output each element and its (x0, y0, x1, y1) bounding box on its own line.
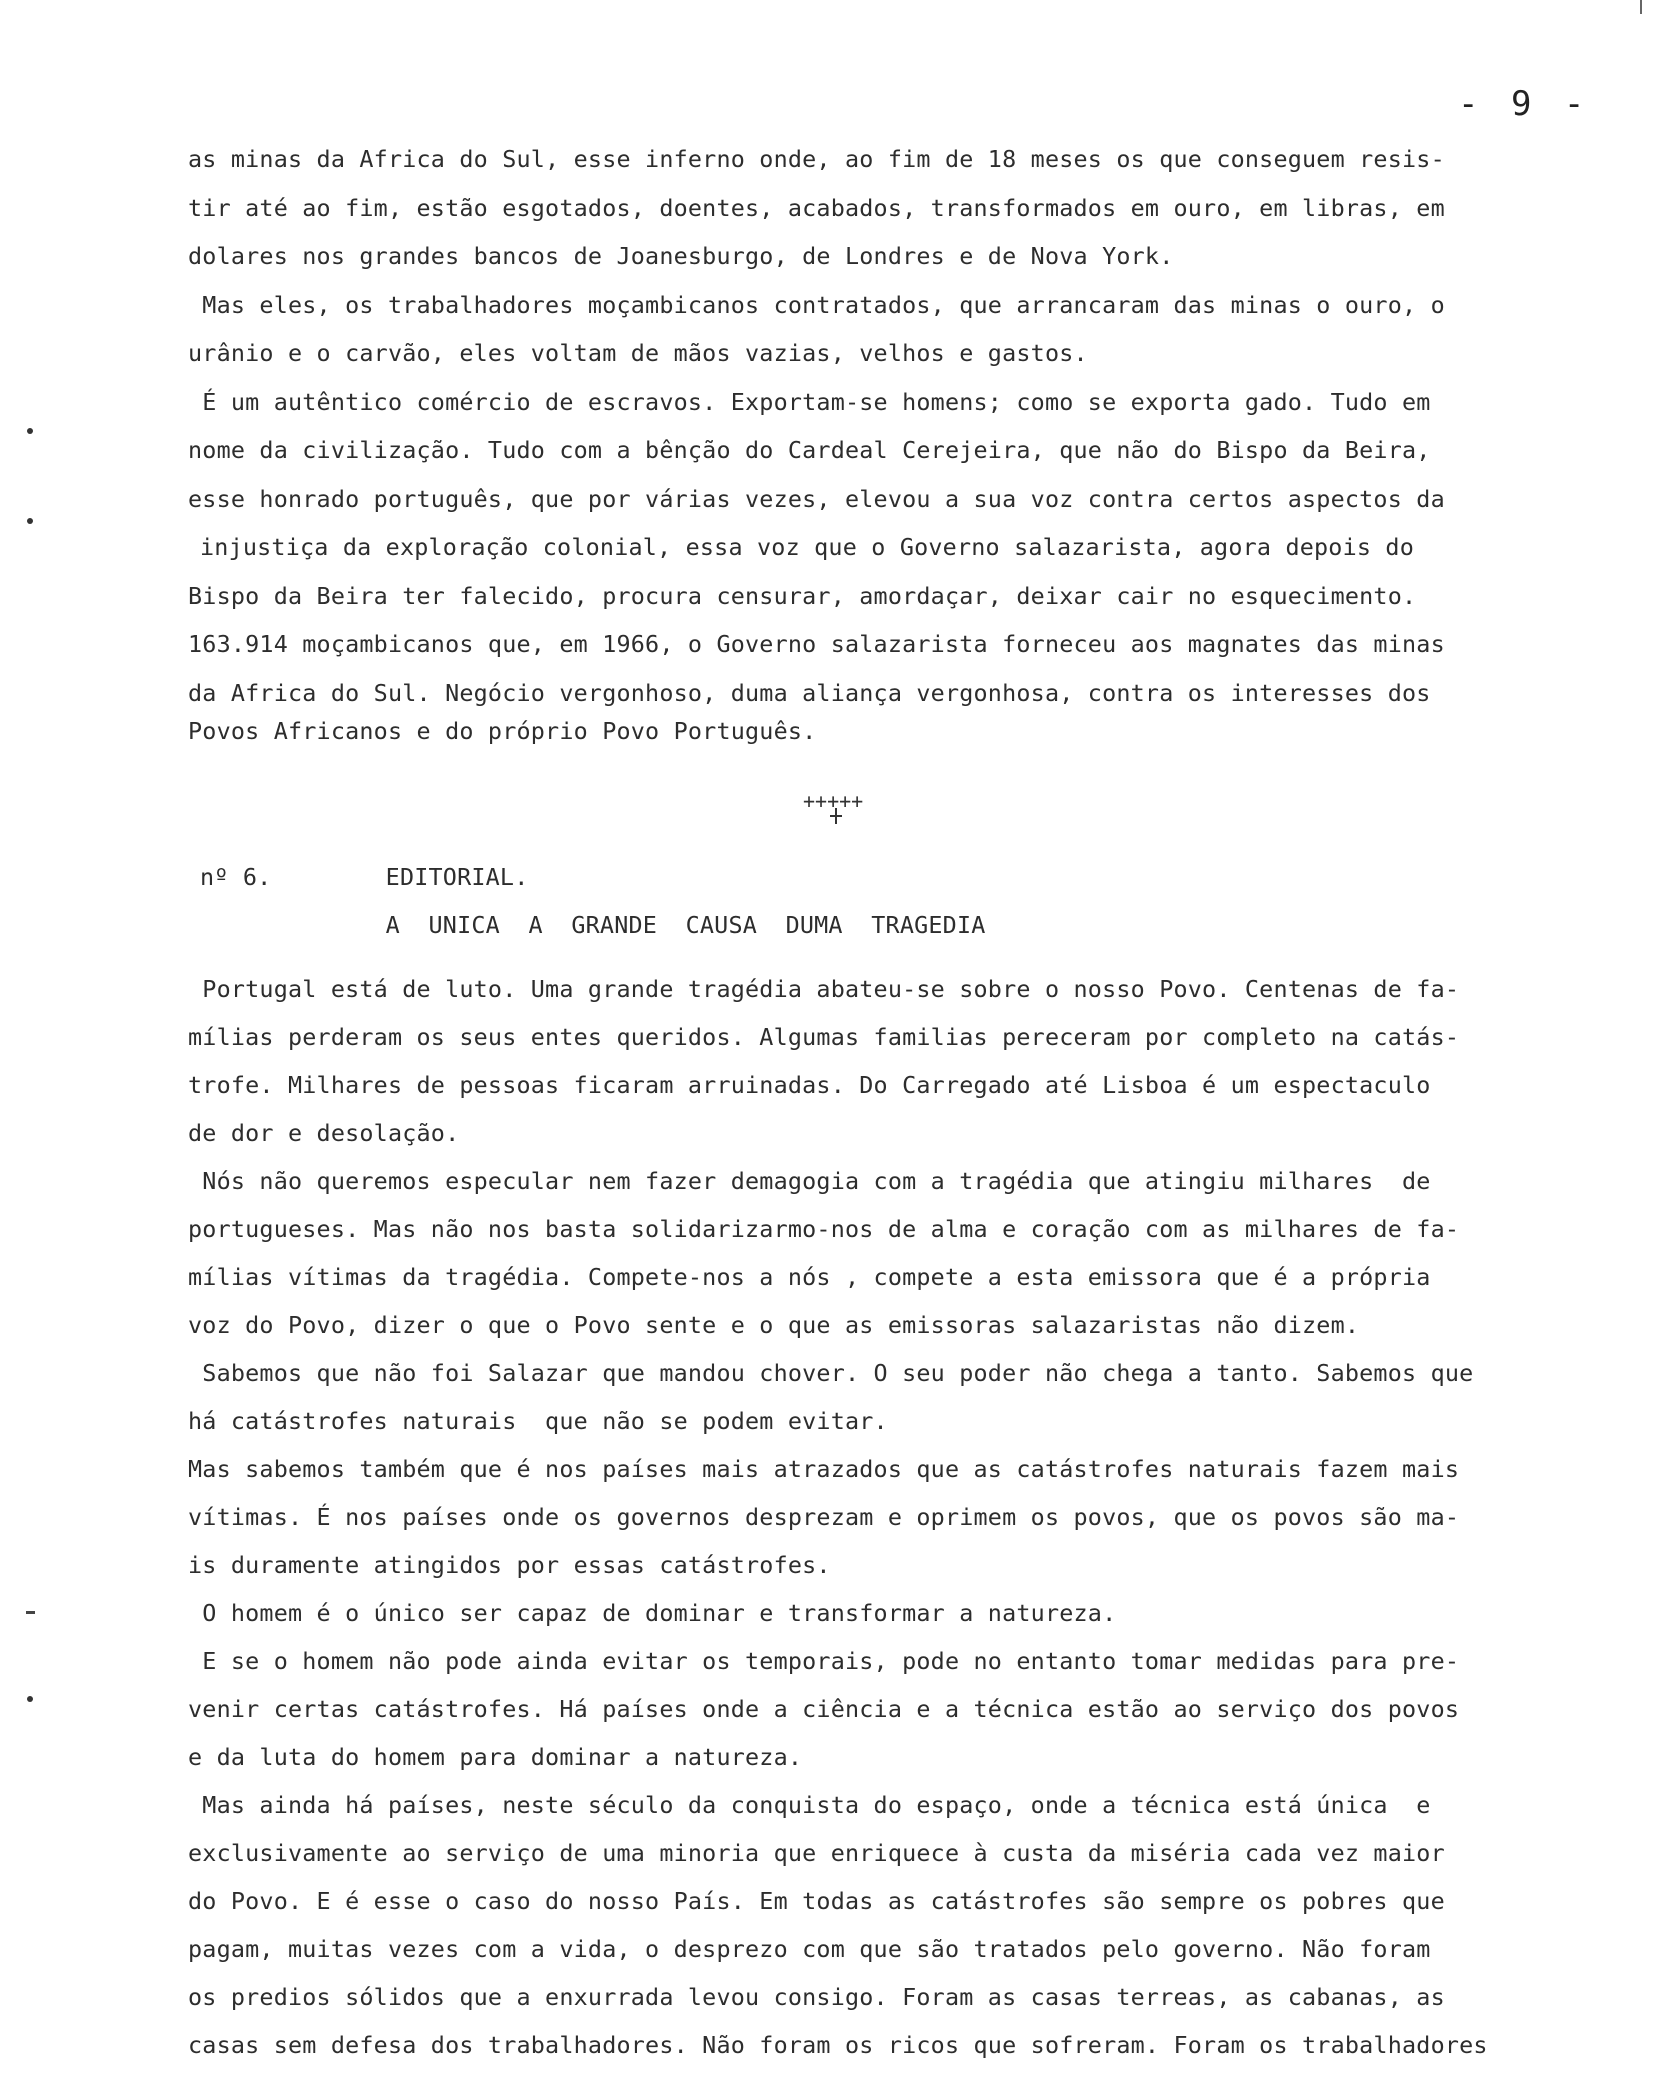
text-line: Nós não queremos especular nem fazer demagogia com a tragédia que atingiu milhares de (188, 1167, 1431, 1195)
text-line: is duramente atingidos por essas catástrofes. (188, 1551, 831, 1579)
text-line: de dor e desolação. (188, 1119, 460, 1147)
text-line: Mas eles, os trabalhadores moçambicanos contratados, que arrancaram das minas o ouro, o (188, 291, 1445, 319)
text-line: tir até ao fim, estão esgotados, doentes, acabados, transformados em ouro, em libras, em (188, 194, 1445, 222)
text-line: E se o homem não pode ainda evitar os temporais, pode no entanto tomar medidas para pre- (188, 1647, 1460, 1675)
separator-glyphs: +++++ (803, 790, 864, 813)
editorial-title: A UNICA A GRANDE CAUSA DUMA TRAGEDIA (200, 911, 986, 939)
text-line: É um autêntico comércio de escravos. Exportam-se homens; como se exporta gado. Tudo em (188, 388, 1431, 416)
text-line: da Africa do Sul. Negócio vergonhoso, duma aliança vergonhosa, contra os interesses dos (188, 679, 1431, 707)
text-line: do Povo. E é esse o caso do nosso País. Em todas as catástrofes são sempre os pobres que (188, 1887, 1445, 1915)
text-line: Mas sabemos também que é nos países mais atrazados que as catástrofes naturais fazem mais (188, 1455, 1460, 1483)
text-line: as minas da Africa do Sul, esse inferno onde, ao fim de 18 meses os que conseguem resis- (188, 145, 1445, 173)
text-line: Portugal está de luto. Uma grande tragédia abateu-se sobre o nosso Povo. Centenas de fa- (188, 975, 1460, 1003)
text-line: venir certas catástrofes. Há países onde a ciência e a técnica estão ao serviço dos povos (188, 1695, 1460, 1723)
text-line: Bispo da Beira ter falecido, procura censurar, amordaçar, deixar cair no esquecimento. (188, 582, 1417, 610)
margin-mark (27, 428, 33, 434)
text-line: casas sem defesa dos trabalhadores. Não foram os ricos que sofreram. Foram os trabalhadores (188, 2031, 1488, 2059)
text-line: trofe. Milhares de pessoas ficaram arruinadas. Do Carregado até Lisboa é um espectaculo (188, 1071, 1431, 1099)
scan-mark (1640, 0, 1642, 14)
text-line: Mas ainda há países, neste século da conquista do espaço, onde a técnica está única e (188, 1791, 1431, 1819)
text-line: Povos Africanos e do próprio Povo Português. (188, 717, 817, 745)
text-line: e da luta do homem para dominar a natureza. (188, 1743, 803, 1771)
text-line: pagam, muitas vezes com a vida, o desprezo com que são tratados pelo governo. Não foram (188, 1935, 1431, 1963)
text-line: voz do Povo, dizer o que o Povo sente e o que as emissoras salazaristas não dizem. (188, 1311, 1360, 1339)
section-separator (803, 790, 875, 830)
text-line: portugueses. Mas não nos basta solidarizarmo-nos de alma e coração com as milhares de fa- (188, 1215, 1460, 1243)
text-line: urânio e o carvão, eles voltam de mãos vazias, velhos e gastos. (188, 339, 1088, 367)
text-line: O homem é o único ser capaz de dominar e transformar a natureza. (188, 1599, 1117, 1627)
section-heading: nº 6. EDITORIAL. (200, 863, 529, 891)
margin-mark (26, 1611, 35, 1614)
text-line: esse honrado português, que por várias vezes, elevou a sua voz contra certos aspectos da (188, 485, 1445, 513)
text-line: mílias vítimas da tragédia. Compete-nos a nós , compete a esta emissora que é a própria (188, 1263, 1431, 1291)
text-line: vítimas. É nos países onde os governos desprezam e oprimem os povos, que os povos são ma- (188, 1503, 1460, 1531)
text-line: Sabemos que não foi Salazar que mandou chover. O seu poder não chega a tanto. Sabemos que (188, 1359, 1474, 1387)
text-line: há catástrofes naturais que não se podem evitar. (188, 1407, 888, 1435)
text-line: os predios sólidos que a enxurrada levou consigo. Foram as casas terreas, as cabanas, as (188, 1983, 1445, 2011)
text-line: 163.914 moçambicanos que, em 1966, o Governo salazarista forneceu aos magnates das minas (188, 630, 1445, 658)
text-line: dolares nos grandes bancos de Joanesburgo, de Londres e de Nova York. (188, 242, 1174, 270)
text-line: mílias perderam os seus entes queridos. Algumas familias pereceram por completo na catás- (188, 1023, 1460, 1051)
text-line: nome da civilização. Tudo com a bênção do Cardeal Cerejeira, que não do Bispo da Beira, (188, 436, 1431, 464)
page-number: - 9 - (1458, 84, 1591, 124)
text-line: exclusivamente ao serviço de uma minoria que enriquece à custa da miséria cada vez maior (188, 1839, 1445, 1867)
margin-mark (27, 518, 33, 524)
text-line: injustiça da exploração colonial, essa voz que o Governo salazarista, agora depois do (200, 533, 1414, 561)
margin-mark (27, 1696, 33, 1702)
